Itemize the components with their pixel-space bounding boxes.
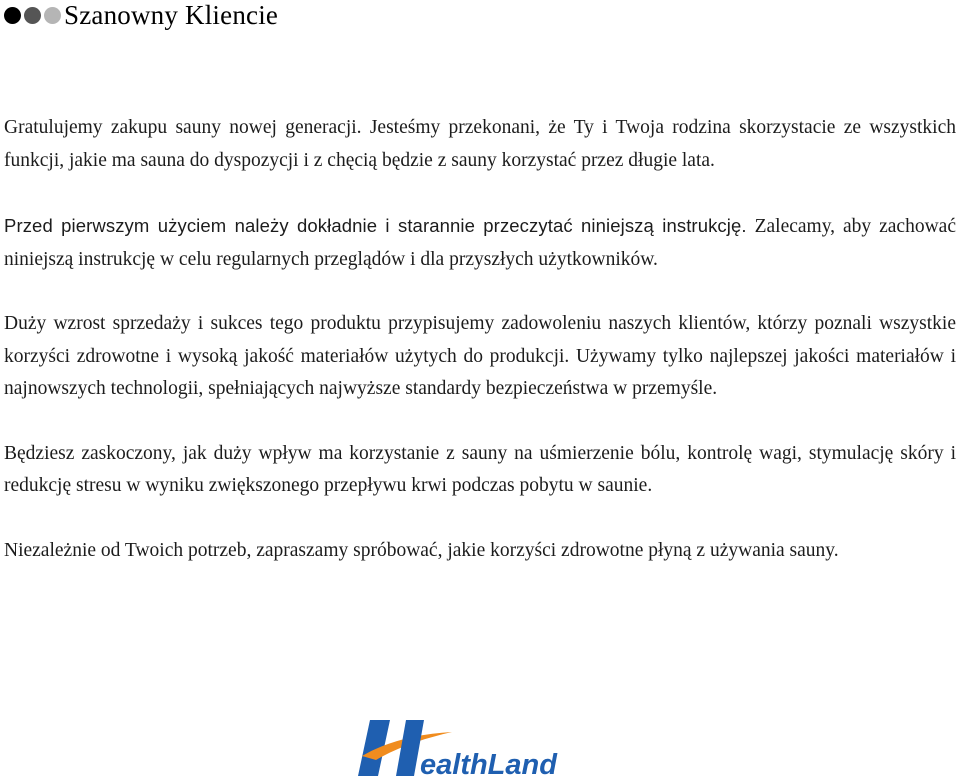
heading-bullets	[4, 7, 61, 24]
paragraph-health-benefits: Będziesz zaskoczony, jak duży wpływ ma korzystanie z sauny na uśmierzenie bólu, kontrolę wagi, stymulację skóry i redukcję stresu w wyniku zwiększonego przepływu krwi podczas pobytu w saunie.	[4, 442, 956, 496]
paragraph-sales-growth: Duży wzrost sprzedaży i sukces tego produktu przypisujemy zadowoleniu naszych klientów, którzy poznali wszystkie korzyści zdrowotne i wysoką jakość materiałów użytych do produkcji. Używamy tylko najlepszej jakości materiałów i najnowszych technologii, spełniających najwyższe standardy bezpieczeństwa w przemyśle.	[4, 313, 956, 399]
paragraph-invitation: Niezależnie od Twoich potrzeb, zapraszamy spróbować, jakie korzyści zdrowotne płyną z używania sauny.	[4, 539, 839, 561]
bullet-gray-icon	[24, 7, 41, 24]
letter-body	[4, 112, 956, 567]
paragraph-read-instructions	[4, 210, 956, 276]
logo-wordmark: ealthLand	[420, 749, 557, 778]
bullet-black-icon	[4, 7, 21, 24]
paragraph-read-instructions-part2: Zalecamy, aby zachować niniejszą instrukcję w celu regularnych przeglądów i dla przyszłych użytkowników.	[4, 216, 956, 270]
page-header	[4, 0, 278, 30]
healthland-logo	[356, 716, 568, 778]
paragraph-congratulations: Gratulujemy zakupu sauny nowej generacji. Jesteśmy przekonani, że Ty i Twoja rodzina skorzystacie ze wszystkich funkcji, jakie ma sauna do dyspozycji i z chęcią będzie z sauny korzystać przez długie lata.	[4, 117, 956, 171]
bullet-lightgray-icon	[44, 7, 61, 24]
paragraph-read-instructions-part1: Przed pierwszym użyciem należy dokładnie i starannie przeczytać niniejszą instrukcję.	[4, 215, 747, 236]
page-title: Szanowny Kliencie	[64, 0, 279, 30]
